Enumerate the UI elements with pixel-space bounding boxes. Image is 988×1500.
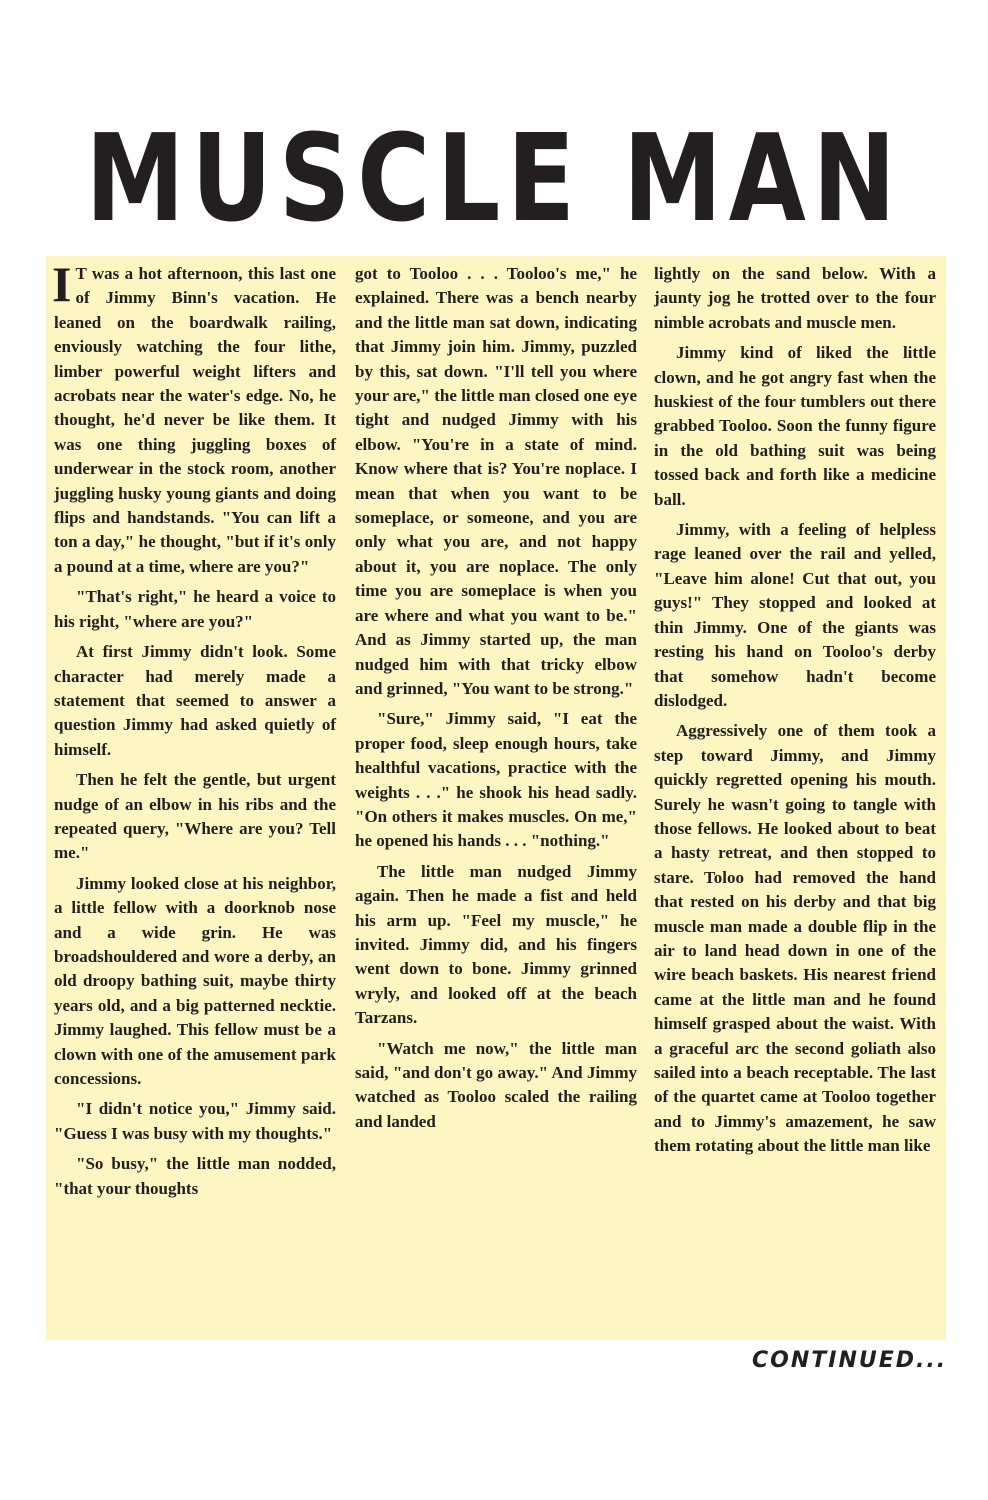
- paragraph: Then he felt the gentle, but urgent nudge of an elbow in his ribs and the repeated query, "Where are you? Tell me.": [54, 770, 336, 863]
- paragraph: Jimmy kind of liked the little clown, and he got angry fast when the huskiest of the four tumblers out there grabbed Tooloo. Soon the funny figure in the old bathing suit was being tossed back and forth like a medicine ball.: [654, 343, 936, 509]
- paragraph: "Sure," Jimmy said, "I eat the proper food, sleep enough hours, take healthful vacations, practice with the weights . . ." he shook his head sadly. "On others it makes muscles. On me," he opened his hands . . . "nothing.": [355, 709, 637, 851]
- paragraph: Jimmy, with a feeling of helpless rage leaned over the rail and yelled, "Leave him alone! Cut that out, you guys!" They stopped and looked at thin Jimmy. One of the giants was resting his hand on Tooloo's derby that somehow hadn't become dislodged.: [654, 520, 936, 710]
- paragraph: "So busy," the little man nodded, "that your thoughts: [54, 1154, 336, 1198]
- paragraph: I T was a hot afternoon, this last one of Jimmy Binn's vacation. He leaned on the boardwalk railing, enviously watching the four lithe, limber powerful weight lifters and acrobats near the water's edge. No, he thought, he'd never be like them. It was one thing juggling boxes of underwear in the stock room, another juggling husky young giants and doing flips and handstands. "You can lift a ton a day," he thought, "but if it's only a pound at a time, where are you?": [52, 256, 336, 576]
- paragraph: The little man nudged Jimmy again. Then he made a fist and held his arm up. "Feel my muscle," he invited. Jimmy did, and his fingers went down to bone. Jimmy grinned wryly, and looked off at the beach Tarzans.: [355, 861, 637, 1028]
- drop-cap: I: [52, 256, 72, 312]
- paragraph: got to Tooloo . . . Tooloo's me," he explained. There was a bench nearby and the little man sat down, indicating that Jimmy join him. Jimmy, puzzled by this, sat down. "I'll tell you where your are," the little man closed one eye tight and nudged Jimmy with his elbow. "You're in a state of mind. Know where that is? You're noplace. I mean that when you want to be someplace, or someone, and you are only what you are, and not happy about it, you are noplace. The only time you are someplace is when you are where and what you want to be." And as Jimmy started up, the man nudged him with that tricky elbow and grinned, "You want to be strong.": [355, 264, 637, 698]
- paragraph: Aggressively one of them took a step toward Jimmy, and Jimmy quickly regretted opening his mouth. Surely he wasn't going to tangle with those fellows. He looked about to beat a hasty retreat, and then stopped to stare. Toloo had removed the hand that rested on his derby and that big muscle man made a double flip in the air to land head down in one of the wire beach baskets. His nearest friend came at the little man and he found himself grasped about the waist. With a graceful arc the second goliath also sailed into a beach receptable. The last of the quartet came at Tooloo together and to Jimmy's amazement, he saw them rotating about the little man like: [654, 721, 936, 1156]
- paragraph: "That's right," he heard a voice to his right, "where are you?": [54, 587, 336, 631]
- paragraph: At first Jimmy didn't look. Some character had merely made a statement that seemed to answer a question Jimmy had asked quietly of himself.: [54, 642, 336, 759]
- story-column-1: [52, 256, 336, 1342]
- continued-label: CONTINUED...: [752, 1348, 948, 1373]
- paragraph: Jimmy looked close at his neighbor, a little fellow with a doorknob nose and a wide grin. He was broadshouldered and wore a derby, an old droopy bathing suit, maybe thirty years old, and a big patterned necktie. Jimmy laughed. This fellow must be a clown with one of the amusement park concessions.: [54, 873, 336, 1088]
- story-column-3: [654, 262, 936, 1342]
- paragraph: "Watch me now," the little man said, "and don't go away." And Jimmy watched as Tooloo scaled the railing and landed: [355, 1038, 637, 1131]
- paragraph: "I didn't notice you," Jimmy said. "Guess I was busy with my thoughts.": [54, 1099, 336, 1143]
- story-column-2: [355, 262, 637, 1342]
- story-title: MUSCLE MAN: [85, 110, 903, 249]
- paragraph: lightly on the sand below. With a jaunty jog he trotted over to the four nimble acrobats and muscle men.: [654, 264, 936, 332]
